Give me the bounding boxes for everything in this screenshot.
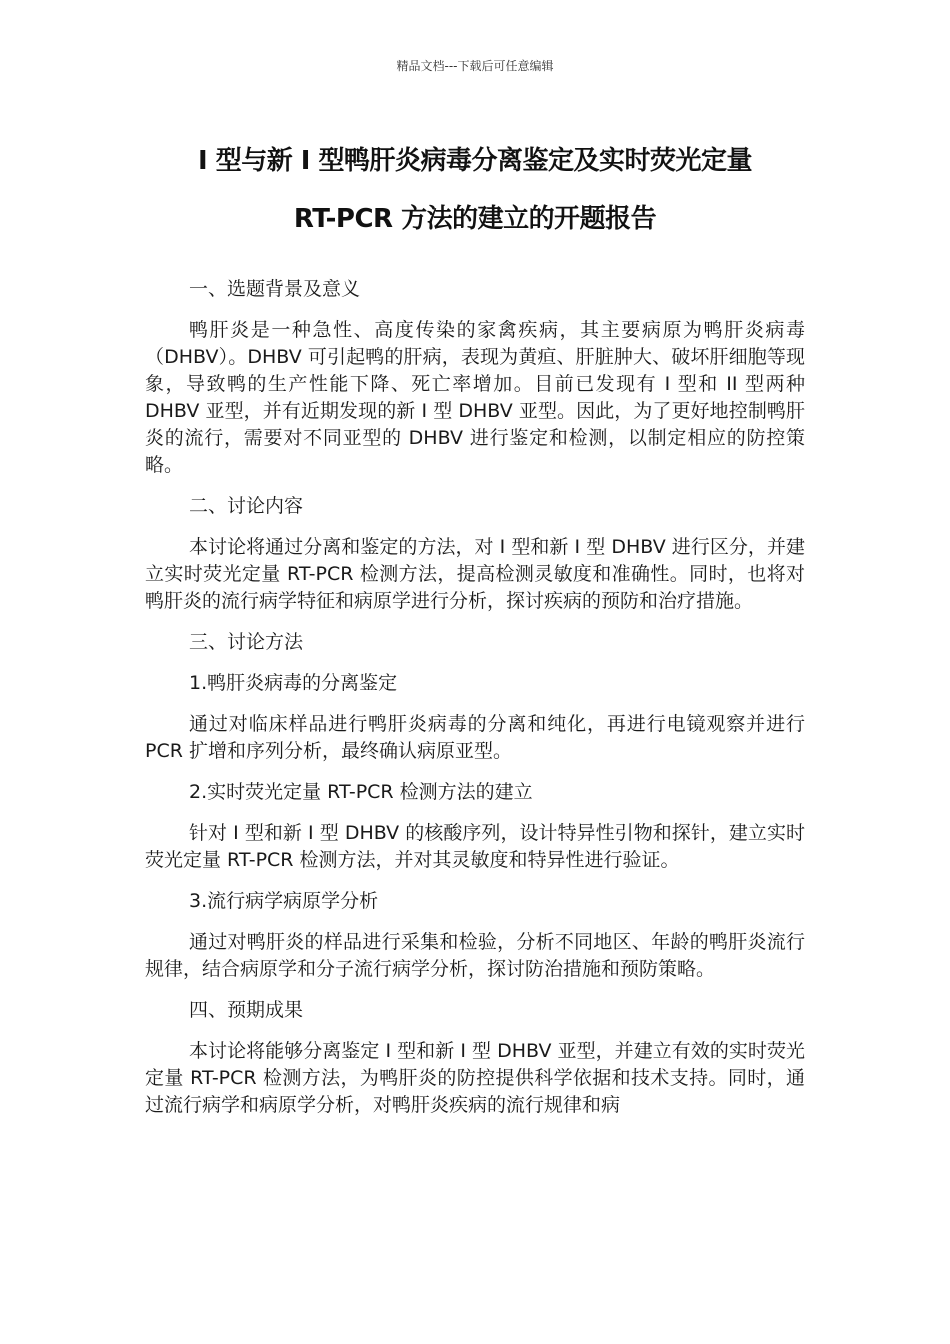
section-heading-outcomes: 四、预期成果 (189, 999, 304, 1021)
subheading-epidemiology: 3.流行病学病原学分析 (189, 890, 379, 912)
paragraph-background: 鸭肝炎是一种急性、高度传染的家禽疾病，其主要病原为鸭肝炎病毒（DHBV）。DHBV 可引起鸭的肝病，表现为黄疸、肝脏肿大、破坏肝细胞等现象，导致鸭的生产性能下降、死亡率增加。目前已发现有 I 型和 II 型两种 DHBV 亚型，并有近期发现的新 I 型 DHBV 亚型。因此，为了更好地控制鸭肝炎的流行，需要对不同亚型的 DHBV 进行鉴定和检测，以制定相应的防控策略。 (145, 319, 805, 476)
subheading-isolation: 1.鸭肝炎病毒的分离鉴定 (189, 672, 398, 694)
title-line-1: I 型与新 I 型鸭肝炎病毒分离鉴定及实时荧光定量 (197, 146, 752, 176)
section-heading-background: 一、选题背景及意义 (189, 278, 361, 300)
title-line-2: RT-PCR 方法的建立的开题报告 (293, 204, 657, 234)
document-title (90, 132, 860, 248)
paragraph-rt-pcr: 针对 I 型和新 I 型 DHBV 的核酸序列，设计特异性引物和探针，建立实时荧光定量 RT-PCR 检测方法，并对其灵敏度和特异性进行验证。 (145, 822, 805, 871)
paragraph-isolation: 通过对临床样品进行鸭肝炎病毒的分离和纯化，再进行电镜观察并进行 PCR 扩增和序列分析，最终确认病原亚型。 (145, 713, 805, 762)
section-heading-content: 二、讨论内容 (189, 495, 304, 517)
page-header: 精品文档---下载后可任意编辑 (396, 59, 554, 73)
paragraph-content: 本讨论将通过分离和鉴定的方法，对 I 型和新 I 型 DHBV 进行区分，并建立实时荧光定量 RT-PCR 检测方法，提高检测灵敏度和准确性。同时，也将对鸭肝炎的流行病学特征和病原学进行分析，探讨疾病的预防和治疗措施。 (145, 536, 805, 612)
section-heading-methods: 三、讨论方法 (189, 631, 304, 653)
subheading-rt-pcr: 2.实时荧光定量 RT-PCR 检测方法的建立 (189, 781, 533, 803)
paragraph-outcomes: 本讨论将能够分离鉴定 I 型和新 I 型 DHBV 亚型，并建立有效的实时荧光定量 RT-PCR 检测方法，为鸭肝炎的防控提供科学依据和技术支持。同时，通过流行病学和病原学分析，对鸭肝炎疾病的流行规律和病 (145, 1040, 805, 1116)
paragraph-epidemiology: 通过对鸭肝炎的样品进行采集和检验，分析不同地区、年龄的鸭肝炎流行规律，结合病原学和分子流行病学分析，探讨防治措施和预防策略。 (145, 931, 805, 980)
document-body (145, 276, 805, 1133)
